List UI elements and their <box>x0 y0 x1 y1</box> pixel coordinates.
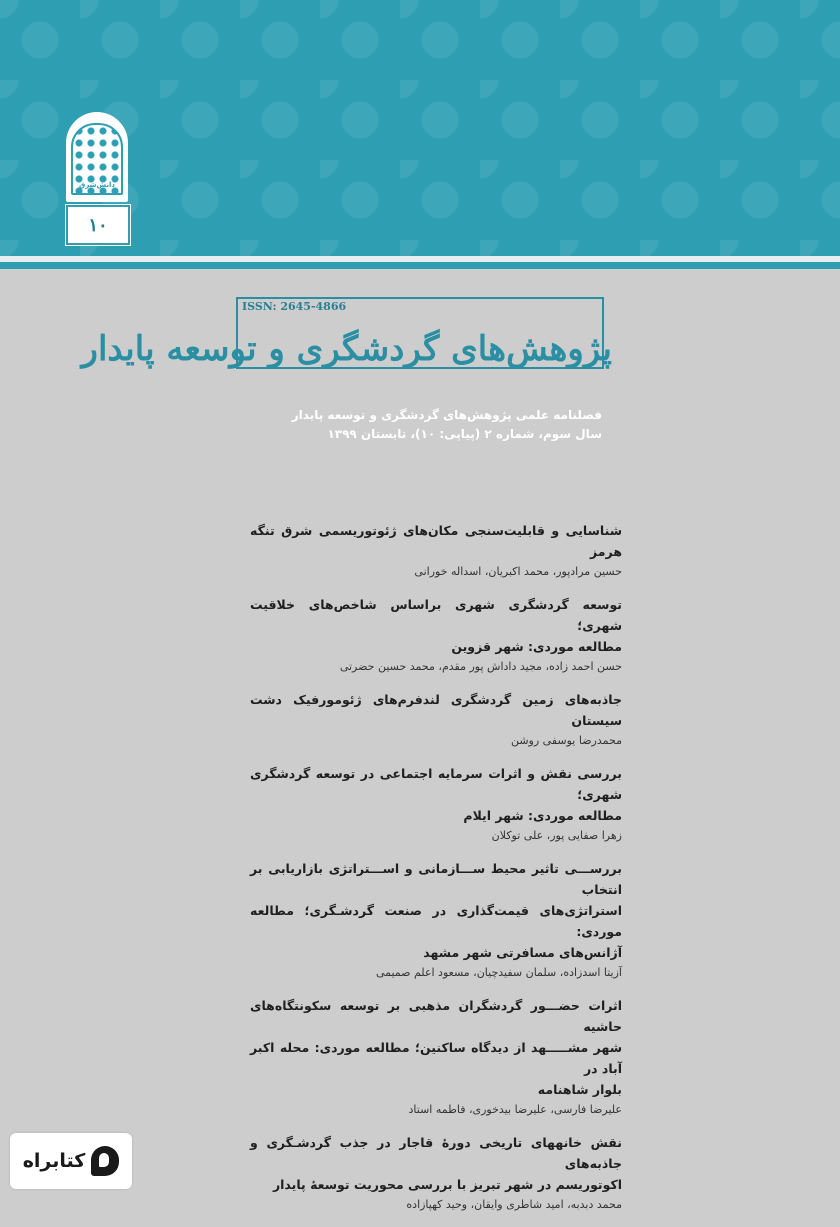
article-authors: محمدرضا یوسفی روشن <box>510 734 622 747</box>
article-title: توسعه گردشگری شهری براساس شاخص‌های خلاقیت شهری؛ مطالعه موردی: شهر قزوین <box>250 597 622 654</box>
article-title: بررسی نقش و اثرات سرمایه اجتماعی در توسعه گردشگری شهری؛ مطالعه موردی: شهر ایلام <box>250 766 622 823</box>
journal-subtitle <box>222 406 602 444</box>
article-authors: علیرضا فارسی، علیرضا بیدخوری، فاطمه استاد <box>408 1103 622 1116</box>
seal-pattern <box>71 123 123 195</box>
seal-text: دانش‌شرق <box>78 181 115 189</box>
article-title: جاذبه‌های زمین گردشگری لندفرم‌های ژئومورفیک دشت سیستان <box>250 692 622 728</box>
article-entry <box>250 1132 622 1214</box>
journal-title: پژوهش‌های گردشگری و توسعه پایدار <box>81 329 612 369</box>
article-entry <box>250 520 622 581</box>
article-entry <box>250 594 622 676</box>
article-authors: حسین مرادپور، محمد اکبریان، اسداله خورانی <box>414 565 622 578</box>
article-entry <box>250 995 622 1119</box>
article-title: اثرات حضـــور گردشگران مذهبی بر توسعه سکونتگاه‌های حاشیه شهر مشـــــهد از دیدگاه ساکنین؛ مطالعه موردی: محله اکبر آباد در بلوار شاهنامه <box>250 998 622 1097</box>
ketabrah-logo-icon <box>91 1146 119 1176</box>
ketabrah-watermark-badge[interactable] <box>10 1133 132 1189</box>
article-title: نقش خانههای تاریخی دورهٔ قاجار در جذب گردشـگری و جاذبه‌های اکوتوریسم در شهر تبریز با بررسی محوریت توسعهٔ پایدار <box>250 1135 622 1192</box>
article-entry <box>250 858 622 982</box>
table-of-contents <box>250 520 622 1227</box>
watermark-label: کتابراه <box>22 1150 86 1172</box>
subtitle-line-2: سال سوم، شماره ۲ (پیاپی: ۱۰)، تابستان ۱۳۹۹ <box>327 427 602 441</box>
article-authors: زهرا صفایی پور، علی توکلان <box>491 829 622 842</box>
article-authors: حسن احمد زاده، مجید داداش پور مقدم، محمد حسین حضرتی <box>339 660 622 673</box>
banner-divider-teal <box>0 262 840 269</box>
subtitle-line-1: فصلنامه علمی پژوهش‌های گردشگری و توسعه پایدار <box>291 408 602 422</box>
article-title: شناسایی و قابلیت‌سنجی مکان‌های ژئوتوریسمی شرق تنگه هرمز <box>250 523 622 559</box>
article-entry <box>250 763 622 845</box>
article-title: بررســـی تاثیر محیط ســـازمانی و اســـتراتژی بازاریابی بر انتخاب استراتژی‌های قیمت‌گذاری در صنعت گردشـگری؛ مطالعه موردی: آژانس‌های مسافرتی شهر مشهد <box>250 861 622 960</box>
article-authors: آزیتا اسدزاده، سلمان سفیدچیان، مسعود اعلم صمیمی <box>375 966 622 979</box>
article-entry <box>250 689 622 750</box>
article-authors: محمد دبدبه، امید شاطری وایقان، وحید کهپازاده <box>406 1198 622 1211</box>
issue-number-box: ۱۰ <box>66 205 130 245</box>
issn-label: ISSN: 2645-4866 <box>238 300 350 313</box>
university-seal-logo <box>66 112 128 202</box>
